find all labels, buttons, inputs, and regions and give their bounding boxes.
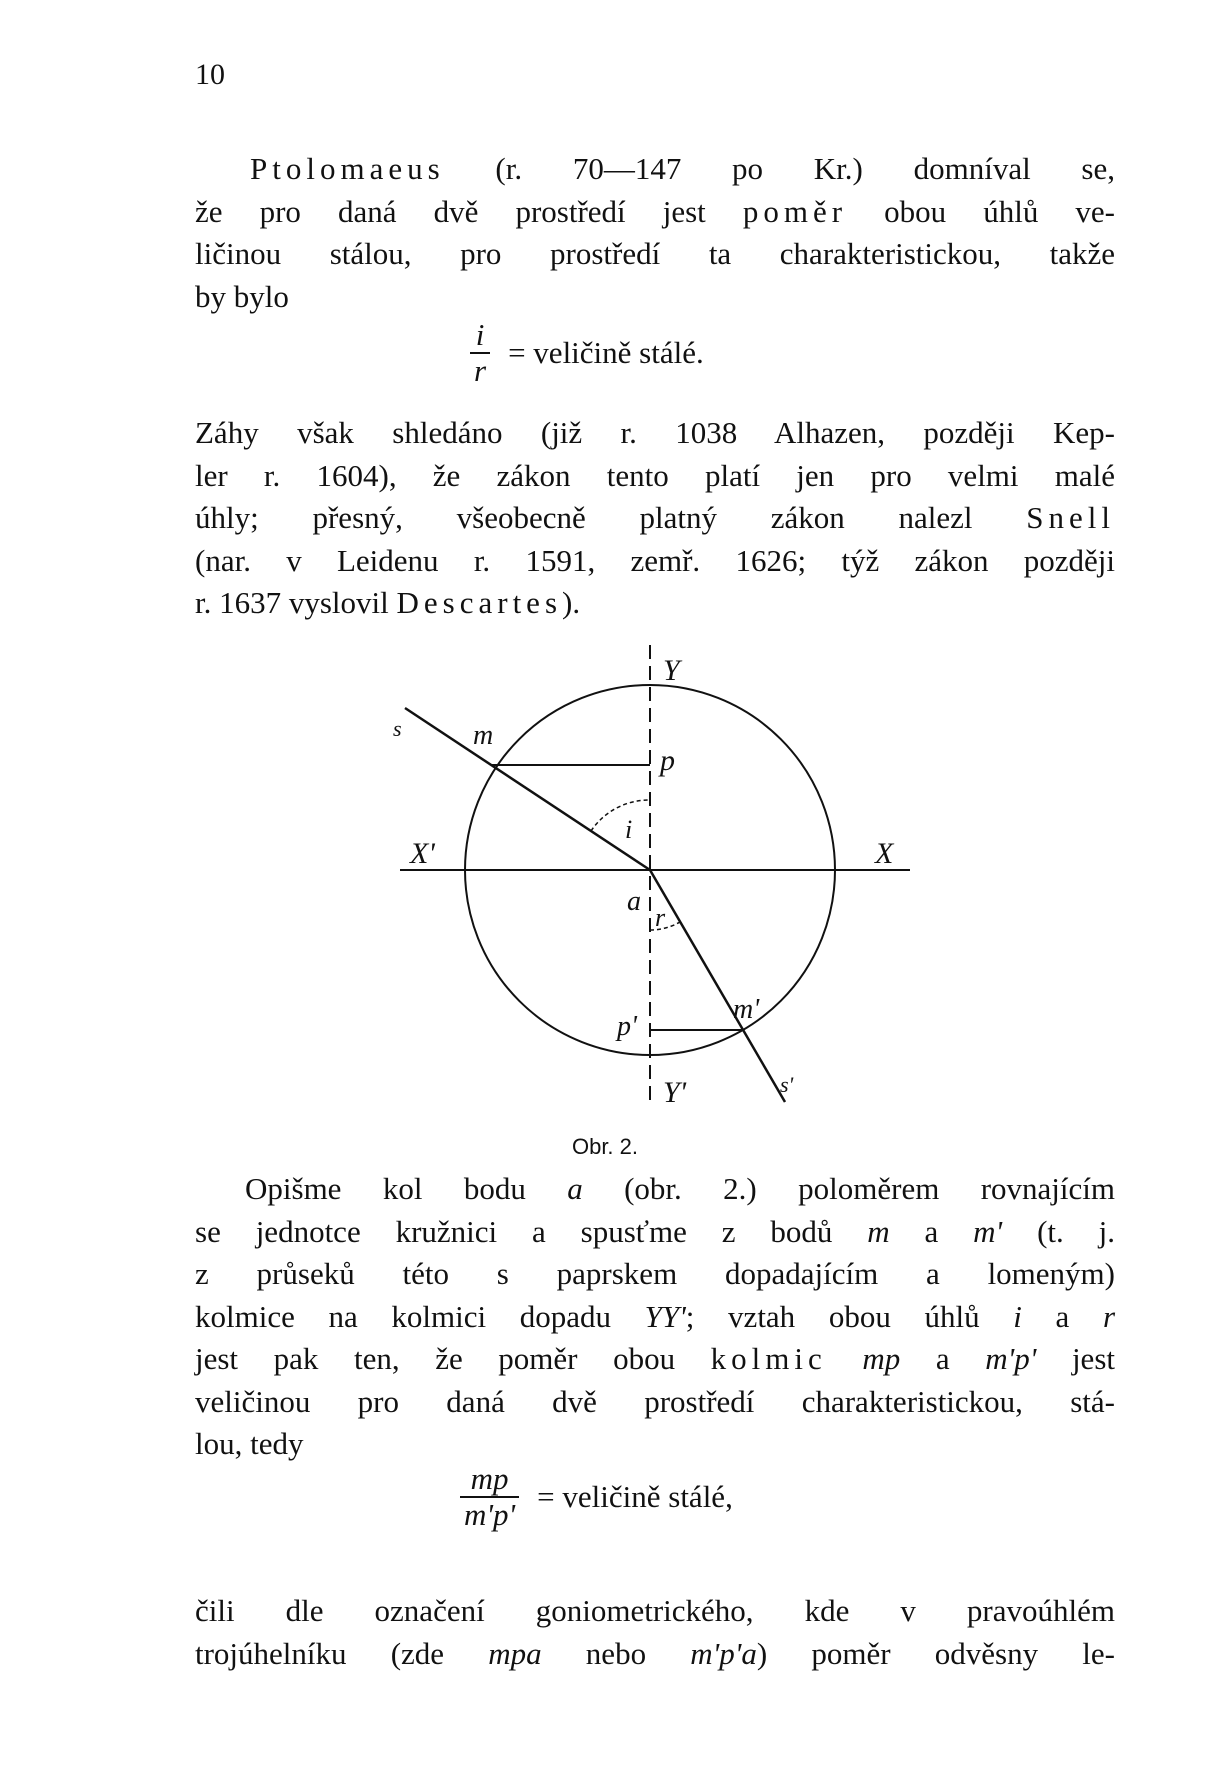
text-line: úhly; přesný, všeobecně platný zákon nalezl Snell bbox=[195, 500, 1115, 535]
label-i: i bbox=[625, 815, 633, 844]
text-line: r. 1637 vyslovil Descartes). bbox=[195, 585, 581, 620]
text-line: Opišme kol bodu a (obr. 2.) poloměrem rovnajícím bbox=[245, 1171, 1115, 1206]
text-line: ler r. 1604), že zákon tento platí jen pro velmi malé bbox=[195, 457, 1115, 493]
paragraph-goniometric bbox=[195, 1590, 1115, 1675]
author-name: Ptolomaeus bbox=[250, 151, 445, 186]
denominator: m'p' bbox=[464, 1497, 516, 1532]
text-line: jest pak ten, že poměr obou kolmic mp a m'p' jest bbox=[195, 1341, 1115, 1376]
author-name: Snell bbox=[1026, 500, 1115, 535]
label-a: a bbox=[627, 886, 641, 917]
label-m: m bbox=[473, 720, 494, 751]
text-line: z průseků této s paprskem dopadajícím a lomeným) bbox=[195, 1256, 1115, 1291]
paragraph-snell bbox=[195, 412, 1115, 625]
page-number: 10 bbox=[195, 58, 225, 91]
refraction-diagram bbox=[395, 640, 935, 1170]
text-line: kolmice na kolmici dopadu YY'; vztah obou úhlů i a r bbox=[195, 1298, 1116, 1334]
fraction bbox=[460, 1462, 519, 1532]
formula-rhs: = veličině stálé. bbox=[508, 335, 704, 370]
label-y-top: Y bbox=[663, 654, 680, 687]
label-s-prime: s' bbox=[780, 1072, 794, 1097]
label-r: r bbox=[655, 903, 666, 932]
paragraph-construction bbox=[195, 1168, 1115, 1466]
text-line: že pro daná dvě prostředí jest poměr obou úhlů ve- bbox=[195, 193, 1115, 229]
text-line: veličinou pro daná dvě prostředí charakteristickou, stá- bbox=[195, 1383, 1115, 1419]
figure-caption: Obr. 2. bbox=[571, 1134, 639, 1159]
text-line: Záhy však shledáno (již r. 1038 Alhazen, později Kep- bbox=[195, 415, 1115, 450]
denominator: r bbox=[474, 353, 487, 388]
text-line: lou, tedy bbox=[195, 1426, 304, 1461]
fraction bbox=[470, 318, 490, 388]
label-y-bottom: Y' bbox=[663, 1076, 687, 1109]
label-x-left: X' bbox=[410, 837, 435, 870]
formula-mp-over-m-prime-p-prime bbox=[460, 1462, 733, 1532]
label-s: s bbox=[393, 716, 402, 741]
emphasis: poměr bbox=[742, 193, 848, 229]
text-line: (nar. v Leidenu r. 1591, zemř. 1626; týž zákon později bbox=[195, 542, 1115, 578]
label-p-prime: p' bbox=[617, 1011, 637, 1042]
text-line: se jednotce kružnici a spusťme z bodů m a m' (t. j. bbox=[195, 1213, 1115, 1249]
text-line: čili dle označení goniometrického, kde v pravoúhlém bbox=[195, 1593, 1115, 1628]
numerator: i bbox=[475, 317, 485, 352]
text-line: trojúhelníku (zde mpa nebo m'p'a) poměr odvěsny le- bbox=[195, 1635, 1115, 1671]
label-m-prime: m' bbox=[733, 994, 760, 1025]
text-line: by bylo bbox=[195, 278, 289, 314]
numerator: mp bbox=[470, 1461, 509, 1496]
label-x-right: X bbox=[875, 837, 894, 870]
text-line: ličinou stálou, pro prostředí ta charakteristickou, takže bbox=[195, 236, 1115, 271]
paragraph-ptolomaeus bbox=[195, 148, 1115, 318]
angle-arc-i bbox=[591, 800, 650, 831]
text-line: Ptolomaeus (r. 70—147 po Kr.) domníval se, bbox=[250, 151, 1115, 186]
refracted-ray bbox=[650, 870, 785, 1102]
formula-rhs: = veličině stálé, bbox=[537, 1479, 733, 1514]
author-name: Descartes bbox=[396, 585, 563, 620]
label-p: p bbox=[660, 744, 675, 777]
formula-i-over-r bbox=[470, 318, 704, 388]
